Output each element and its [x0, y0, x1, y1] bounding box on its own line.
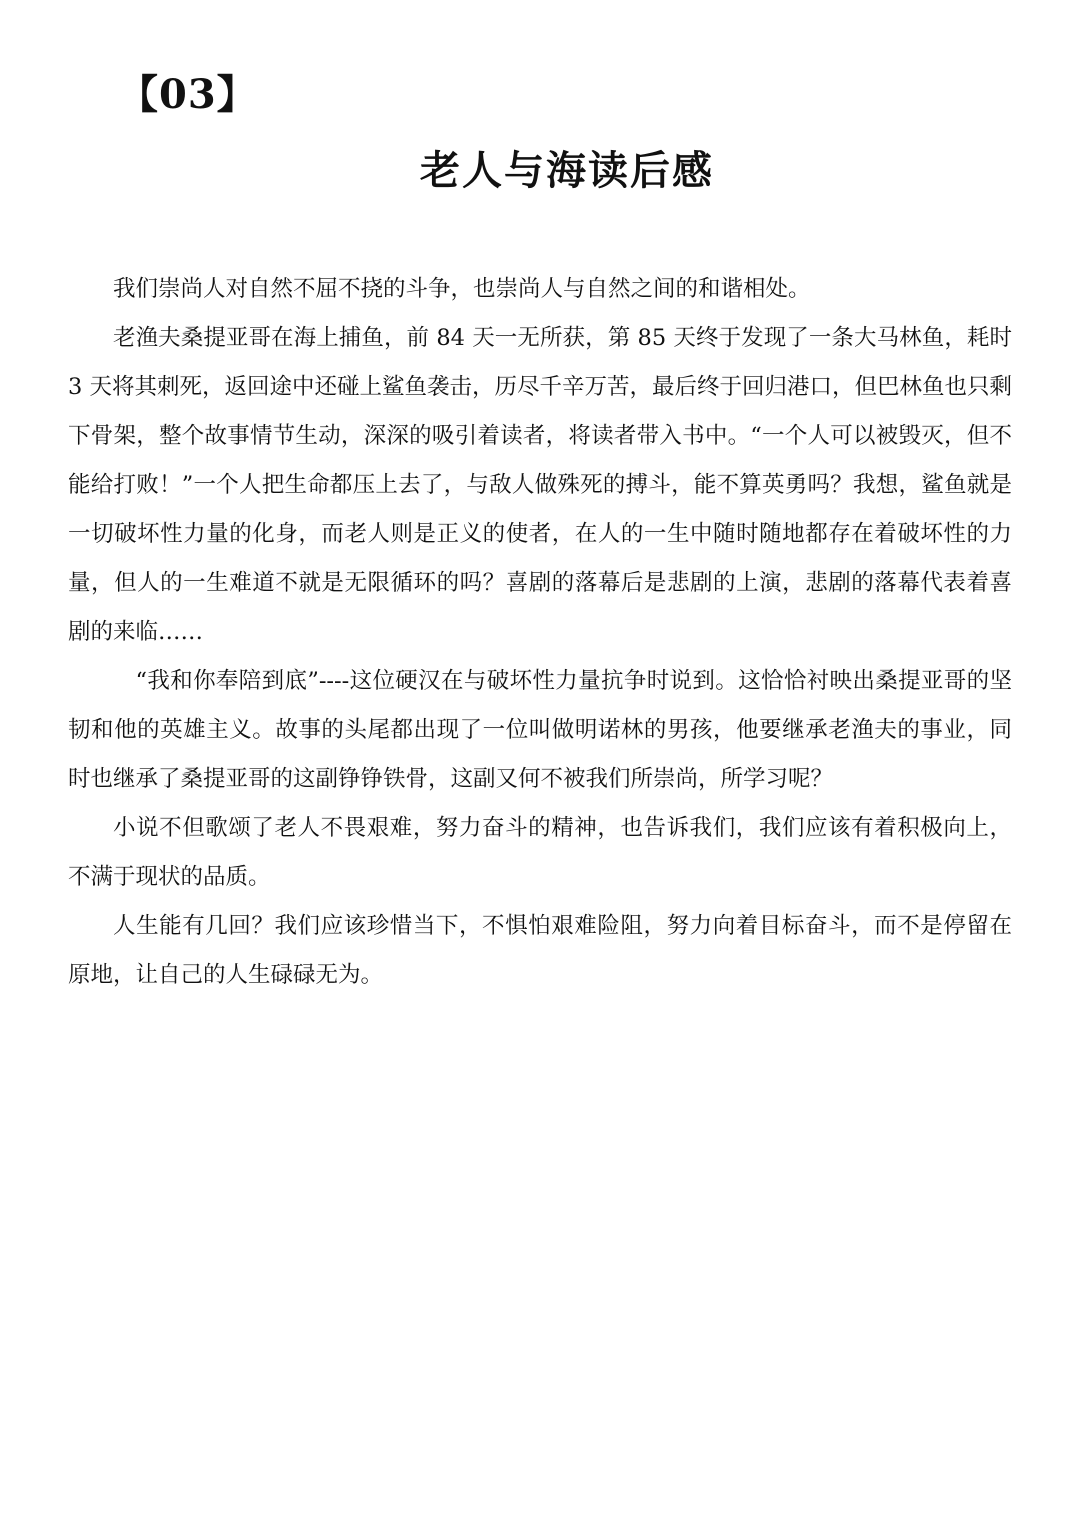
- section-number: 【03】: [118, 71, 258, 118]
- document-title: 老人与海读后感: [420, 148, 714, 194]
- document-body: [68, 265, 1012, 1000]
- paragraph-1: 我们崇尚人对自然不屈不挠的斗争，也崇尚人与自然之间的和谐相处。: [113, 276, 811, 302]
- paragraph-4: 小说不但歌颂了老人不畏艰难，努力奋斗的精神，也告诉我们，我们应该有着积极向上，不满于现状的品质。: [68, 815, 1012, 890]
- paragraph-5: 人生能有几回？我们应该珍惜当下，不惧怕艰难险阻，努力向着目标奋斗，而不是停留在原地，让自己的人生碌碌无为。: [68, 913, 1012, 988]
- paragraph-3: “我和你奉陪到底”----这位硬汉在与破坏性力量抗争时说到。这恰恰衬映出桑提亚哥的坚韧和他的英雄主义。故事的头尾都出现了一位叫做明诺林的男孩，他要继承老渔夫的事业，同时也继承了桑提亚哥的这副铮铮铁骨，这副又何不被我们所崇尚，所学习呢？: [68, 668, 1012, 792]
- paragraph-2: 老渔夫桑提亚哥在海上捕鱼，前 84 天一无所获，第 85 天终于发现了一条大马林鱼，耗时 3 天将其刺死，返回途中还碰上鲨鱼袭击，历尽千辛万苦，最后终于回归港口，但巴林鱼也只剩下骨架，整个故事情节生动，深深的吸引着读者，将读者带入书中。“一个人可以被毁灭，但不能给打败！”一个人把生命都压上去了，与敌人做殊死的搏斗，能不算英勇吗？我想，鲨鱼就是一切破坏性力量的化身，而老人则是正义的使者，在人的一生中随时随地都存在着破坏性的力量，但人的一生难道不就是无限循环的吗？喜剧的落幕后是悲剧的上演，悲剧的落幕代表着喜剧的来临……: [68, 325, 1012, 645]
